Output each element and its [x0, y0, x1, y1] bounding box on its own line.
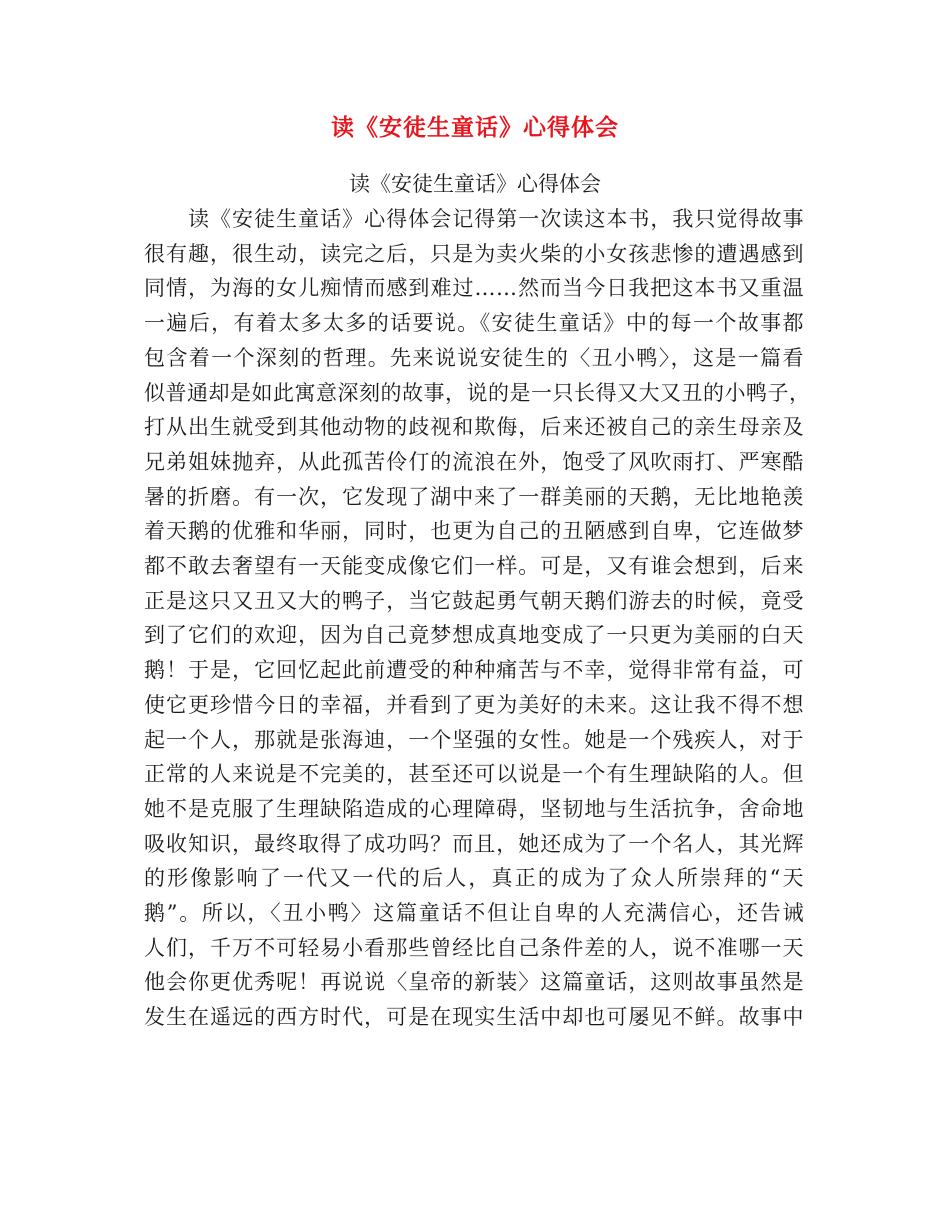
- body-line: 发生在遥远的西方时代，可是在现实生活中却也可屡见不鲜。故事中: [144, 1005, 804, 1030]
- body-line: 他会你更优秀呢！再说说〈皇帝的新装〉这篇童话，这则故事虽然是: [144, 970, 804, 995]
- body-line: 鹅”。所以，〈丑小鸭〉这篇童话不但让自卑的人充满信心，还告诫: [144, 901, 804, 925]
- body-line: 正是这只又丑又大的鸭子，当它鼓起勇气朝天鹅们游去的时候，竟受: [144, 588, 804, 613]
- body-line: 使它更珍惜今日的幸福，并看到了更为美好的未来。这让我不得不想: [144, 692, 804, 717]
- body-line: 吸收知识，最终取得了成功吗？而且，她还成为了一个名人，其光辉: [144, 831, 804, 856]
- body-line: 兄弟姐妹抛弃，从此孤苦伶仃的流浪在外，饱受了风吹雨打、严寒酷: [144, 449, 804, 474]
- body-line: 着天鹅的优雅和华丽，同时，也更为自己的丑陋感到自卑，它连做梦: [144, 519, 804, 544]
- body-line: 同情，为海的女儿痴情而感到难过……然而当今日我把这本书又重温: [144, 276, 804, 301]
- body-line: 的形像影响了一代又一代的后人，真正的成为了众人所崇拜的“天: [144, 866, 804, 891]
- body-line: 读《安徒生童话》心得体会记得第一次读这本书，我只觉得故事: [188, 207, 804, 231]
- body-line: 起一个人，那就是张海迪，一个坚强的女性。她是一个残疾人，对于: [144, 727, 804, 752]
- body-line: 人们，千万不可轻易小看那些曾经比自己条件差的人，说不准哪一天: [144, 935, 804, 960]
- body-line: 鹅！于是，它回忆起此前遭受的种种痛苦与不幸，觉得非常有益，可: [144, 658, 804, 683]
- body-line: 她不是克服了生理缺陷造成的心理障碍，坚韧地与生活抗争，舍命地: [144, 796, 804, 821]
- body-line: 包含着一个深刻的哲理。先来说说安徒生的〈丑小鸭〉，这是一篇看: [144, 345, 804, 370]
- document-title: 读《安徒生童话》心得体会: [331, 115, 619, 141]
- body-line: 都不敢去奢望有一天能变成像它们一样。可是，又有谁会想到，后来: [144, 554, 804, 578]
- body-line: 暑的折磨。有一次，它发现了湖中来了一群美丽的天鹅，无比地艳羡: [144, 484, 804, 509]
- body-line: 打从出生就受到其他动物的歧视和欺侮，后来还被自己的亲生母亲及: [144, 415, 804, 440]
- body-line: 一遍后，有着太多太多的话要说。《安徒生童话》中的每一个故事都: [144, 311, 804, 336]
- document-subtitle: 读《安徒生童话》心得体会: [349, 172, 601, 196]
- body-line: 很有趣，很生动，读完之后，只是为卖火柴的小女孩悲惨的遭遇感到: [144, 241, 804, 266]
- body-line: 似普通却是如此寓意深刻的故事，说的是一只长得又大又丑的小鸭子，: [144, 380, 811, 405]
- body-line: 到了它们的欢迎，因为自己竟梦想成真地变成了一只更为美丽的白天: [144, 623, 804, 648]
- body-line: 正常的人来说是不完美的，甚至还可以说是一个有生理缺陷的人。但: [144, 762, 804, 787]
